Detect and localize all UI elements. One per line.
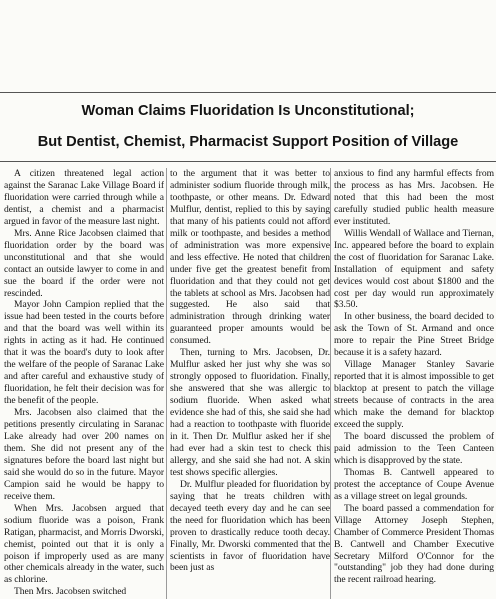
headline-rule [0,92,496,93]
subheadline-line-1: Woman Claims Fluoridation Is Unconstitutional; [81,103,415,119]
paragraph: In other business, the board decided to ask the Town of St. Armand and once more to repair the Pine Street Bridge because it is a safety hazard. [334,311,494,359]
paragraph: The board discussed the problem of paid admission to the Teen Canteen which is disapproved by the state. [334,430,494,466]
paragraph: A citizen threatened legal action against the Saranac Lake Village Board if fluoridation were carried through while a dentist, a chemist and a pharmacist argued in favor of the measure last night. [4,168,164,227]
article-column-2 [170,168,330,599]
paragraph: The board passed a commendation for Village Attorney Joseph Stephen, Chamber of Commerce President Thomas B. Cantwell and Chamber Executive Secretary Milford O'Connor for the "outstanding" job they had done during the recent railroad hearing. [334,502,494,586]
paragraph: Mayor John Campion replied that the issue had been tested in the courts before and that the board was well within its rights in acting as it had. He continued that it was the board's duty to look after the welfare of the people of Saranac Lake and after careful and exhaustive study of fluoridation, he felt their decision was for the benefit of the people. [4,299,164,407]
article-column-3 [334,168,494,599]
paragraph: Mrs. Jacobsen also claimed that the petitions presently circulating in Saranac Lake already had over 200 names on them. She did not present any of the signatures before the board last night but said she would do so in the future. Mayor Campion said he would be happy to receive them. [4,407,164,502]
paragraph: Willis Wendall of Wallace and Tiernan, Inc. appeared before the board to explain the cost of fluoridation for Saranac Lake. Installation of equipment and safety devices would cost about $1800 and the cost per day would run approximately $3.50. [334,227,494,311]
paragraph: Thomas B. Cantwell appeared to protest the acceptance of Coupe Avenue as a village street on legal grounds. [334,466,494,502]
paragraph: Mrs. Anne Rice Jacobsen claimed that fluoridation order by the board was unconstitutional and that she would contact an outside lawyer to come in and sue the board if the order were not rescinded. [4,227,164,299]
paragraph: Dr. Mulflur pleaded for fluoridation by saying that he treats children with decayed teeth every day and he can see the need for fluoridation which has been proven to drastically reduce tooth decay. Finally, Mr. Dworski commented that the scientists in favor of fluoridation have been just as [170,478,330,574]
column-divider [330,168,331,599]
paragraph: to the argument that it was better to administer sodium fluoride through milk, toothpaste, or other means. Dr. Edward Mulflur, dentist, replied to this by saying that many of his patients could not afford milk or toothpaste, and besides a method of administration was more expensive and less effective. He noted that children under five get the greatest benefit from fluoridation and that they could not get the tablets at school as Mrs. Jacobsen had suggested. He also said that administration through drinking water guaranteed proper amounts would be consumed. [170,168,330,347]
deck-rule [0,161,496,162]
column-divider [166,168,167,599]
paragraph: Village Manager Stanley Savarie reported that it is almost impossible to get blacktop at present to patch the village streets because of contracts in the area which make the demand for blacktop exceed the supply. [334,359,494,431]
paragraph: Then, turning to Mrs. Jacobsen, Dr. Mulflur asked her just why she was so strongly opposed to fluoridation. Finally, she answered that she was allergic to sodium fluoride. When asked what evidence she had of this, she said she had had a reaction to toothpaste with fluoride in it. Then Dr. Mulflur asked her if she had ever had a skin test to check this allergy, and she said she had not. A skin test shows specific allergies. [170,347,330,478]
paragraph: Then Mrs. Jacobsen switched [14,586,127,598]
article-column-1 [4,168,164,599]
subheadline-line-2: But Dentist, Chemist, Pharmacist Support Position of Village [37,134,459,150]
paragraph: anxious to find any harmful effects from the process as has Mrs. Jacobsen. He noted that this had been the most carefully studied public health measure ever instituted. [334,168,494,227]
paragraph: When Mrs. Jacobsen argued that sodium fluoride was a poison, Frank Ratigan, pharmacist, and Morris Dworski, chemist, pointed out that it is only a poison if improperly used as are many other chemicals already in the water, such as chlorine. [4,502,164,586]
